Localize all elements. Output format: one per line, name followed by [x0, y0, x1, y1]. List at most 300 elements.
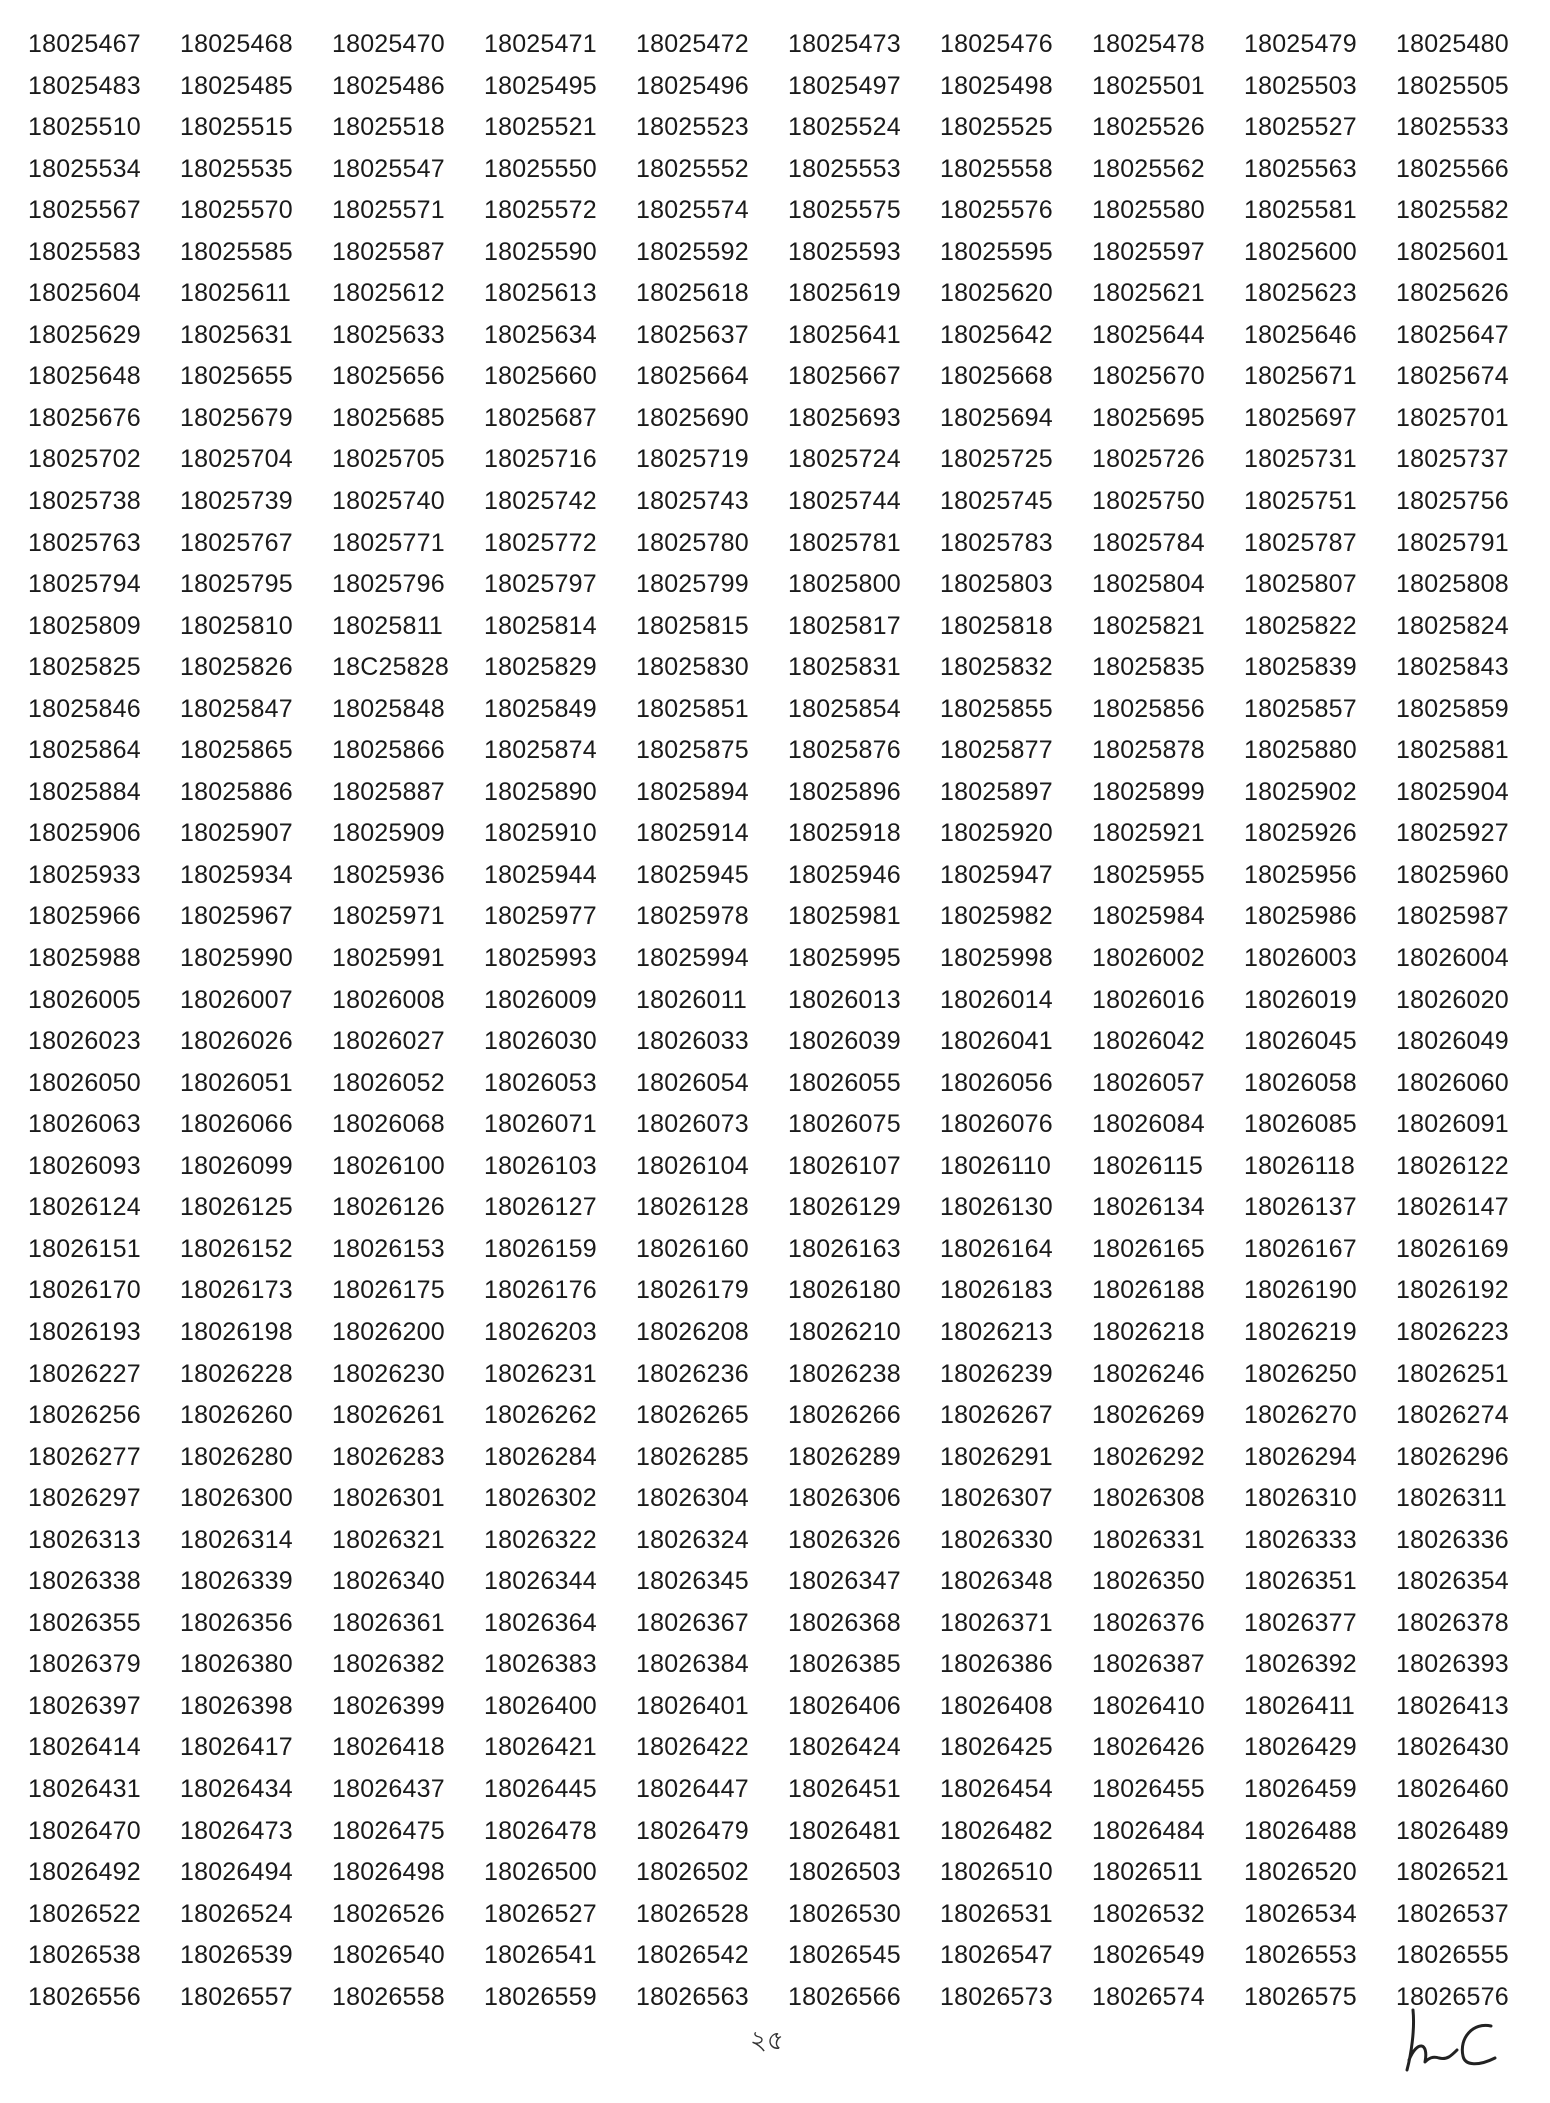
roll-number-cell: 18026203 [484, 1317, 597, 1346]
roll-number-cell: 18026291 [940, 1442, 1053, 1471]
roll-number-cell: 18025690 [636, 403, 749, 432]
roll-number-cell: 18025558 [940, 154, 1053, 183]
roll-number-cell: 18025523 [636, 113, 749, 142]
roll-number-cell: 18025534 [28, 154, 141, 183]
roll-number-cell: 18026333 [1244, 1525, 1357, 1554]
roll-number-cell: 18026306 [788, 1484, 901, 1513]
roll-number-cell: 18025910 [484, 819, 597, 848]
roll-number-cell: 18026099 [180, 1151, 293, 1180]
roll-number-cell: 18026267 [940, 1401, 1053, 1430]
roll-number-cell: 18026510 [940, 1858, 1053, 1887]
roll-number-cell: 18026445 [484, 1774, 597, 1803]
roll-number-cell: 18025576 [940, 196, 1053, 225]
roll-number-cell: 18025510 [28, 113, 141, 142]
roll-number-cell: 18026300 [180, 1484, 293, 1513]
roll-number-cell: 18025818 [940, 611, 1053, 640]
roll-number-cell: 18026103 [484, 1151, 597, 1180]
roll-number-cell: 18025808 [1396, 570, 1509, 599]
roll-number-cell: 18025866 [332, 736, 445, 765]
roll-number-cell: 18026213 [940, 1317, 1053, 1346]
roll-number-cell: 18026338 [28, 1567, 141, 1596]
roll-number-cell: 18025835 [1092, 653, 1205, 682]
roll-number-cell: 18025533 [1396, 113, 1509, 142]
roll-number-cell: 18025904 [1396, 777, 1509, 806]
roll-number-cell: 18026406 [788, 1691, 901, 1720]
roll-number-cell: 18025674 [1396, 362, 1509, 391]
roll-number-cell: 18026451 [788, 1774, 901, 1803]
roll-number-cell: 18025831 [788, 653, 901, 682]
roll-number-cell: 18026368 [788, 1608, 901, 1637]
roll-number-cell: 18026152 [180, 1234, 293, 1263]
roll-number-cell: 18025498 [940, 71, 1053, 100]
roll-number-cell: 18025988 [28, 944, 141, 973]
roll-number-cell: 18026557 [180, 1982, 293, 2011]
roll-number-cell: 18026330 [940, 1525, 1053, 1554]
roll-number-cell: 18026530 [788, 1899, 901, 1928]
roll-number-cell: 18026459 [1244, 1774, 1357, 1803]
roll-number-cell: 18025572 [484, 196, 597, 225]
roll-number-cell: 18025927 [1396, 819, 1509, 848]
roll-number-cell: 18025897 [940, 777, 1053, 806]
roll-number-cell: 18026401 [636, 1691, 749, 1720]
roll-number-cell: 18026045 [1244, 1027, 1357, 1056]
roll-number-cell: 18026545 [788, 1941, 901, 1970]
roll-number-cell: 18025744 [788, 487, 901, 516]
roll-number-cell: 18026251 [1396, 1359, 1509, 1388]
roll-number-cell: 18026527 [484, 1899, 597, 1928]
roll-number-cell: 18026125 [180, 1193, 293, 1222]
roll-number-cell: 18025796 [332, 570, 445, 599]
roll-number-cell: 18026285 [636, 1442, 749, 1471]
roll-number-cell: 18026482 [940, 1816, 1053, 1845]
roll-number-cell: 18025800 [788, 570, 901, 599]
roll-number-cell: 18026057 [1092, 1068, 1205, 1097]
roll-number-cell: 18025483 [28, 71, 141, 100]
roll-number-cell: 18026344 [484, 1567, 597, 1596]
roll-number-cell: 18026176 [484, 1276, 597, 1305]
roll-number-cell: 18025966 [28, 902, 141, 931]
roll-number-cell: 18026192 [1396, 1276, 1509, 1305]
roll-number-cell: 18026188 [1092, 1276, 1205, 1305]
roll-number-cell: 18026547 [940, 1941, 1053, 1970]
roll-number-cell: 18025518 [332, 113, 445, 142]
roll-number-cell: 18025756 [1396, 487, 1509, 516]
roll-number-cell: 18025503 [1244, 71, 1357, 100]
roll-number-cell: 18026223 [1396, 1317, 1509, 1346]
roll-number-cell: 18026167 [1244, 1234, 1357, 1263]
roll-number-cell: 18025641 [788, 320, 901, 349]
roll-number-cell: 18026284 [484, 1442, 597, 1471]
roll-number-cell: 18026110 [940, 1151, 1051, 1180]
roll-number-cell: 18025667 [788, 362, 901, 391]
roll-number-cell: 18026555 [1396, 1941, 1509, 1970]
roll-number-cell: 18025633 [332, 320, 445, 349]
roll-number-cell: 18C25828 [332, 653, 449, 682]
roll-number-cell: 18026179 [636, 1276, 749, 1305]
roll-number-cell: 18025990 [180, 944, 293, 973]
roll-number-cell: 18025797 [484, 570, 597, 599]
roll-number-cell: 18026310 [1244, 1484, 1357, 1513]
roll-number-cell: 18025767 [180, 528, 293, 557]
roll-number-cell: 18025595 [940, 237, 1053, 266]
roll-number-cell: 18026397 [28, 1691, 141, 1720]
roll-number-cell: 18026447 [636, 1774, 749, 1803]
roll-number-cell: 18025830 [636, 653, 749, 682]
roll-number-cell: 18026573 [940, 1982, 1053, 2011]
roll-number-cell: 18026100 [332, 1151, 445, 1180]
roll-number-cell: 18026005 [28, 985, 141, 1014]
roll-number-cell: 18026408 [940, 1691, 1053, 1720]
roll-number-cell: 18025981 [788, 902, 901, 931]
roll-number-cell: 18025521 [484, 113, 597, 142]
roll-number-cell: 18026321 [332, 1525, 445, 1554]
roll-number-cell: 18026425 [940, 1733, 1053, 1762]
roll-number-cell: 18026324 [636, 1525, 749, 1554]
roll-number-cell: 18026576 [1396, 1982, 1509, 2011]
roll-number-cell: 18026030 [484, 1027, 597, 1056]
roll-number-cell: 18026430 [1396, 1733, 1509, 1762]
roll-number-cell: 18025664 [636, 362, 749, 391]
roll-number-cell: 18025894 [636, 777, 749, 806]
roll-number-cell: 18025587 [332, 237, 445, 266]
roll-number-cell: 18026313 [28, 1525, 141, 1554]
roll-number-cell: 18026308 [1092, 1484, 1205, 1513]
roll-number-cell: 18025592 [636, 237, 749, 266]
roll-number-cell: 18026008 [332, 985, 445, 1014]
roll-number-cell: 18026058 [1244, 1068, 1357, 1097]
roll-number-cell: 18026537 [1396, 1899, 1509, 1928]
roll-number-cell: 18026520 [1244, 1858, 1357, 1887]
roll-number-cell: 18026398 [180, 1691, 293, 1720]
roll-number-cell: 18025629 [28, 320, 141, 349]
roll-number-cell: 18026489 [1396, 1816, 1509, 1845]
roll-number-cell: 18026091 [1396, 1110, 1509, 1139]
roll-number-cell: 18025982 [940, 902, 1053, 931]
roll-number-cell: 18026380 [180, 1650, 293, 1679]
roll-number-cell: 18025476 [940, 30, 1053, 58]
roll-number-cell: 18025874 [484, 736, 597, 765]
roll-number-cell: 18026236 [636, 1359, 749, 1388]
roll-number-cell: 18026437 [332, 1774, 445, 1803]
roll-number-cell: 18025613 [484, 279, 597, 308]
roll-number-cell: 18026052 [332, 1068, 445, 1097]
roll-number-cell: 18026280 [180, 1442, 293, 1471]
roll-number-cell: 18026053 [484, 1068, 597, 1097]
roll-number-cell: 18026392 [1244, 1650, 1357, 1679]
roll-number-cell: 18026210 [788, 1317, 901, 1346]
roll-number-cell: 18025945 [636, 860, 749, 889]
roll-number-cell: 18025620 [940, 279, 1053, 308]
roll-number-cell: 18026371 [940, 1608, 1053, 1637]
roll-number-cell: 18025803 [940, 570, 1053, 599]
roll-number-cell: 18025593 [788, 237, 901, 266]
roll-number-cell: 18025468 [180, 30, 293, 58]
roll-number-cell: 18025740 [332, 487, 445, 516]
roll-number-cell: 18026219 [1244, 1317, 1357, 1346]
roll-number-cell: 18026526 [332, 1899, 445, 1928]
roll-number-cell: 18026129 [788, 1193, 901, 1222]
roll-number-cell: 18025726 [1092, 445, 1205, 474]
roll-number-cell: 18025485 [180, 71, 293, 100]
roll-number-cell: 18026302 [484, 1484, 597, 1513]
roll-number-cell: 18026011 [636, 985, 747, 1014]
roll-number-cell: 18025825 [28, 653, 141, 682]
roll-number-cell: 18025644 [1092, 320, 1205, 349]
roll-number-cell: 18025791 [1396, 528, 1509, 557]
roll-number-cell: 18025525 [940, 113, 1053, 142]
roll-number-cell: 18025550 [484, 154, 597, 183]
roll-number-cell: 18025993 [484, 944, 597, 973]
roll-number-cell: 18026128 [636, 1193, 749, 1222]
roll-number-cell: 18026049 [1396, 1027, 1509, 1056]
roll-number-cell: 18025619 [788, 279, 901, 308]
roll-number-cell: 18026039 [788, 1027, 901, 1056]
roll-number-cell: 18025697 [1244, 403, 1357, 432]
roll-number-cell: 18026173 [180, 1276, 293, 1305]
roll-number-cell: 18025978 [636, 902, 749, 931]
roll-number-cell: 18025647 [1396, 320, 1509, 349]
roll-number-cell: 18026084 [1092, 1110, 1205, 1139]
roll-number-cell: 18025859 [1396, 694, 1509, 723]
roll-number-cell: 18026013 [788, 985, 901, 1014]
roll-number-cell: 18025612 [332, 279, 445, 308]
roll-number-cell: 18026190 [1244, 1276, 1357, 1305]
roll-number-cell: 18025547 [332, 154, 445, 183]
roll-number-cell: 18025501 [1092, 71, 1205, 100]
roll-number-cell: 18025902 [1244, 777, 1357, 806]
roll-number-cell: 18025618 [636, 279, 749, 308]
roll-number-cell: 18025724 [788, 445, 901, 474]
roll-number-cell: 18026532 [1092, 1899, 1205, 1928]
roll-number-cell: 18026524 [180, 1899, 293, 1928]
roll-number-cell: 18025784 [1092, 528, 1205, 557]
roll-number-cell: 18025936 [332, 860, 445, 889]
roll-number-cell: 18026355 [28, 1608, 141, 1637]
roll-number-cell: 18026023 [28, 1027, 141, 1056]
roll-number-cell: 18026041 [940, 1027, 1053, 1056]
roll-number-cell: 18025906 [28, 819, 141, 848]
roll-number-cell: 18025986 [1244, 902, 1357, 931]
roll-number-cell: 18026522 [28, 1899, 141, 1928]
roll-number-cell: 18026163 [788, 1234, 901, 1263]
roll-number-cell: 18026488 [1244, 1816, 1357, 1845]
roll-number-cell: 18026542 [636, 1941, 749, 1970]
roll-number-cell: 18026566 [788, 1982, 901, 2011]
roll-number-cell: 18026470 [28, 1816, 141, 1845]
roll-number-cell: 18026066 [180, 1110, 293, 1139]
roll-number-cell: 18025876 [788, 736, 901, 765]
roll-number-cell: 18025739 [180, 487, 293, 516]
roll-number-cell: 18025933 [28, 860, 141, 889]
roll-number-cell: 18026218 [1092, 1317, 1205, 1346]
roll-number-cell: 18026413 [1396, 1691, 1509, 1720]
roll-number-cell: 18026033 [636, 1027, 749, 1056]
roll-number-cell: 18025995 [788, 944, 901, 973]
roll-number-cell: 18026160 [636, 1234, 749, 1263]
roll-number-cell: 18026153 [332, 1234, 445, 1263]
roll-number-cell: 18026511 [1092, 1858, 1203, 1887]
roll-number-cell: 18026377 [1244, 1608, 1357, 1637]
roll-number-cell: 18026274 [1396, 1401, 1509, 1430]
roll-number-cell: 18026540 [332, 1941, 445, 1970]
roll-number-cell: 18025738 [28, 487, 141, 516]
roll-number-cell: 18026378 [1396, 1608, 1509, 1637]
roll-number-cell: 18026208 [636, 1317, 749, 1346]
roll-number-cell: 18026539 [180, 1941, 293, 1970]
roll-number-cell: 18026356 [180, 1608, 293, 1637]
roll-number-cell: 18026054 [636, 1068, 749, 1097]
roll-number-cell: 18026350 [1092, 1567, 1205, 1596]
roll-number-cell: 18026260 [180, 1401, 293, 1430]
roll-number-cell: 18025566 [1396, 154, 1509, 183]
roll-number-cell: 18026164 [940, 1234, 1053, 1263]
roll-number-cell: 18025856 [1092, 694, 1205, 723]
roll-number-cell: 18026410 [1092, 1691, 1205, 1720]
roll-number-cell: 18025679 [180, 403, 293, 432]
roll-number-cell: 18026004 [1396, 944, 1509, 973]
roll-number-cell: 18026246 [1092, 1359, 1205, 1388]
roll-number-cell: 18026503 [788, 1858, 901, 1887]
roll-number-cell: 18026481 [788, 1816, 901, 1845]
roll-number-cell: 18025881 [1396, 736, 1509, 765]
roll-number-cell: 18025567 [28, 196, 141, 225]
roll-number-cell: 18025804 [1092, 570, 1205, 599]
roll-number-cell: 18026521 [1396, 1858, 1509, 1887]
roll-number-cell: 18026016 [1092, 985, 1205, 1014]
roll-number-cell: 18026399 [332, 1691, 445, 1720]
roll-number-cell: 18025887 [332, 777, 445, 806]
roll-number-cell: 18025991 [332, 944, 445, 973]
roll-number-cell: 18025473 [788, 30, 901, 58]
roll-number-cell: 18025944 [484, 860, 597, 889]
roll-number-cell: 18025795 [180, 570, 293, 599]
roll-number-cell: 18026151 [28, 1234, 141, 1263]
roll-number-cell: 18026340 [332, 1567, 445, 1596]
roll-number-cell: 18026424 [788, 1733, 901, 1762]
roll-number-cell: 18026130 [940, 1193, 1053, 1222]
roll-number-cell: 18025877 [940, 736, 1053, 765]
roll-number-cell: 18026159 [484, 1234, 597, 1263]
roll-number-cell: 18026104 [636, 1151, 749, 1180]
roll-number-cell: 18026294 [1244, 1442, 1357, 1471]
roll-number-cell: 18026147 [1396, 1193, 1509, 1222]
roll-number-cell: 18025851 [636, 694, 749, 723]
roll-number-cell: 18025570 [180, 196, 293, 225]
roll-number-cell: 18025660 [484, 362, 597, 391]
roll-number-cell: 18025656 [332, 362, 445, 391]
roll-number-cell: 18025886 [180, 777, 293, 806]
roll-number-cell: 18025702 [28, 445, 141, 474]
roll-number-cell: 18026137 [1244, 1193, 1357, 1222]
roll-number-cell: 18026183 [940, 1276, 1053, 1305]
roll-number-cell: 18025810 [180, 611, 293, 640]
roll-number-cell: 18026494 [180, 1858, 293, 1887]
roll-number-cell: 18025693 [788, 403, 901, 432]
roll-number-cell: 18026198 [180, 1317, 293, 1346]
roll-number-cell: 18025634 [484, 320, 597, 349]
roll-number-cell: 18026262 [484, 1401, 597, 1430]
roll-number-cell: 18025486 [332, 71, 445, 100]
roll-number-cell: 18025470 [332, 30, 445, 58]
roll-number-cell: 18025815 [636, 611, 749, 640]
roll-number-cell: 18025811 [332, 611, 443, 640]
roll-number-cell: 18026051 [180, 1068, 293, 1097]
roll-number-cell: 18026193 [28, 1317, 141, 1346]
roll-number-cell: 18025496 [636, 71, 749, 100]
roll-number-cell: 18026269 [1092, 1401, 1205, 1430]
roll-number-cell: 18026322 [484, 1525, 597, 1554]
page-number: ২৫ [750, 2025, 784, 2055]
roll-number-cell: 18025921 [1092, 819, 1205, 848]
roll-number-cell: 18025787 [1244, 528, 1357, 557]
roll-number-cell: 18026014 [940, 985, 1053, 1014]
roll-number-cell: 18026003 [1244, 944, 1357, 973]
roll-number-cell: 18026387 [1092, 1650, 1205, 1679]
roll-number-cell: 18026060 [1396, 1068, 1509, 1097]
roll-number-cell: 18025581 [1244, 196, 1357, 225]
roll-number-cell: 18026429 [1244, 1733, 1357, 1762]
roll-number-cell: 18025563 [1244, 154, 1357, 183]
roll-number-cell: 18026575 [1244, 1982, 1357, 2011]
roll-number-cell: 18025695 [1092, 403, 1205, 432]
roll-number-cell: 18025848 [332, 694, 445, 723]
roll-number-cell: 18026531 [940, 1899, 1053, 1928]
roll-number-cell: 18025626 [1396, 279, 1509, 308]
roll-number-cell: 18026019 [1244, 985, 1357, 1014]
roll-number-cell: 18026421 [484, 1733, 597, 1762]
roll-number-cell: 18026071 [484, 1110, 597, 1139]
roll-number-cell: 18025909 [332, 819, 445, 848]
roll-number-cell: 18026553 [1244, 1941, 1357, 1970]
roll-number-cell: 18025956 [1244, 860, 1357, 889]
roll-number-cell: 18025480 [1396, 30, 1509, 58]
roll-number-cell: 18026076 [940, 1110, 1053, 1139]
roll-number-cell: 18025524 [788, 113, 901, 142]
roll-number-cell: 18025631 [180, 320, 293, 349]
roll-number-cell: 18026265 [636, 1401, 749, 1430]
roll-number-cell: 18025847 [180, 694, 293, 723]
roll-number-cell: 18025743 [636, 487, 749, 516]
roll-number-cell: 18025987 [1396, 902, 1509, 931]
roll-number-cell: 18025899 [1092, 777, 1205, 806]
roll-number-cell: 18025865 [180, 736, 293, 765]
roll-number-cell: 18025907 [180, 819, 293, 848]
roll-number-cell: 18026122 [1396, 1151, 1509, 1180]
roll-number-cell: 18025676 [28, 403, 141, 432]
roll-number-cell: 18025880 [1244, 736, 1357, 765]
roll-number-cell: 18025505 [1396, 71, 1509, 100]
roll-number-cell: 18026296 [1396, 1442, 1509, 1471]
roll-number-cell: 18026348 [940, 1567, 1053, 1596]
roll-number-cell: 18025611 [180, 279, 291, 308]
roll-number-cell: 18026502 [636, 1858, 749, 1887]
roll-number-cell: 18025926 [1244, 819, 1357, 848]
roll-number-cell: 18025967 [180, 902, 293, 931]
roll-number-cell: 18026134 [1092, 1193, 1205, 1222]
roll-number-cell: 18025687 [484, 403, 597, 432]
roll-number-cell: 18026538 [28, 1941, 141, 1970]
roll-number-cell: 18026383 [484, 1650, 597, 1679]
roll-number-cell: 18025955 [1092, 860, 1205, 889]
roll-number-cell: 18025934 [180, 860, 293, 889]
roll-number-cell: 18026563 [636, 1982, 749, 2011]
roll-number-cell: 18026541 [484, 1941, 597, 1970]
roll-number-cell: 18026528 [636, 1899, 749, 1928]
roll-number-cell: 18025807 [1244, 570, 1357, 599]
roll-number-cell: 18026026 [180, 1027, 293, 1056]
roll-number-cell: 18026364 [484, 1608, 597, 1637]
roll-number-cell: 18026556 [28, 1982, 141, 2011]
